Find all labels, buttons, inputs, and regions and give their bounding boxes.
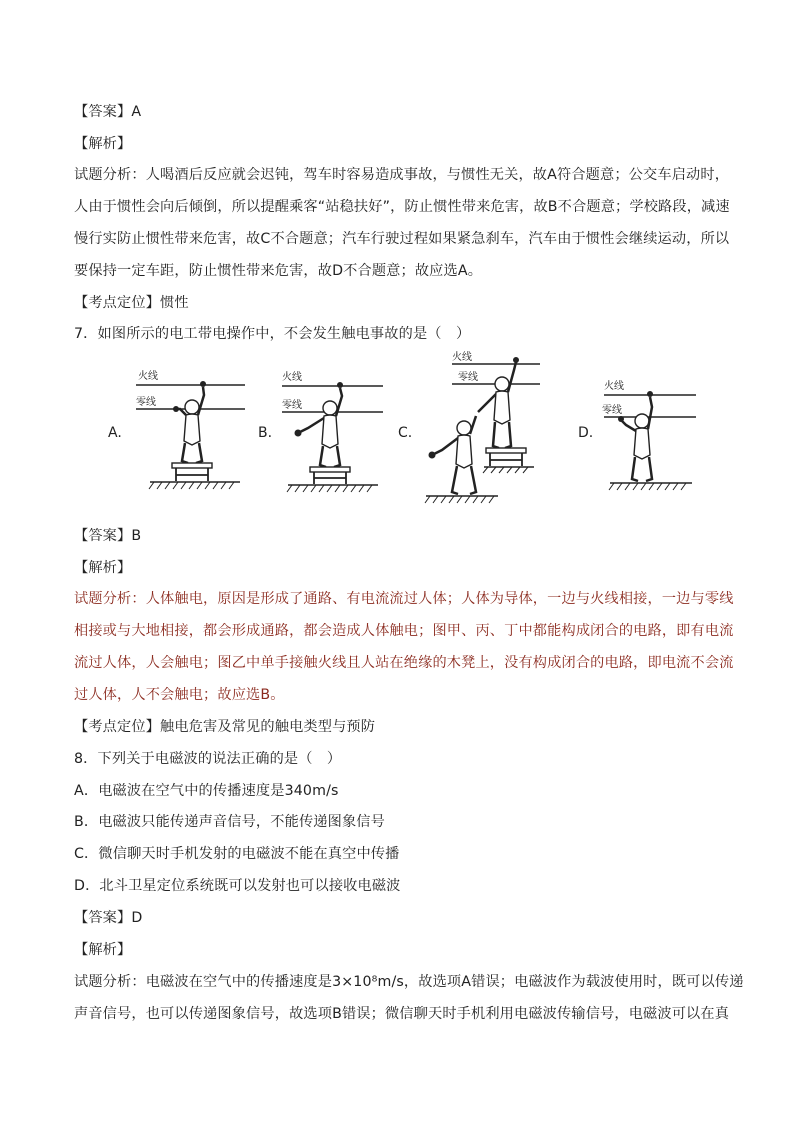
q8-stem: 8．下列关于电磁波的说法正确的是（ ） (74, 751, 342, 767)
q7-analysis-line: 过人体，人不会触电；故应选B。 (74, 687, 285, 703)
q8-answer: 【答案】D (74, 910, 143, 926)
figure-d-drawing (600, 375, 700, 495)
figure-c-live-label: 火线 (452, 352, 472, 363)
q8-option-a: A．电磁波在空气中的传播速度是340m/s (74, 783, 339, 799)
q8-option-d: D．北斗卫星定位系统既可以发射也可以接收电磁波 (74, 878, 401, 894)
figure-a-letter: A. (108, 425, 122, 441)
q6-analysis-line: 人由于惯性会向后倾倒，所以提醒乘客“站稳扶好”，防止惯性带来危害，故B不合题意；学校路段，减速 (74, 199, 730, 215)
q7-figures (100, 350, 700, 515)
q7-stem: 7．如图所示的电工带电操作中，不会发生触电事故的是（ ） (74, 326, 471, 342)
figure-a-drawing (130, 365, 250, 495)
figure-c-drawing (418, 350, 543, 515)
q7-analysis-line: 流过人体，人会触电；图乙中单手接触火线且人站在绝缘的木凳上，没有构成闭合的电路，即电流不会流 (74, 655, 734, 671)
figure-c-letter: C. (398, 425, 413, 441)
q7-answer: 【答案】B (74, 528, 142, 544)
figure-c-neutral-label: 零线 (458, 372, 478, 383)
q7-kaodian: 【考点定位】触电危害及常见的触电类型与预防 (74, 719, 376, 735)
figure-c (418, 350, 543, 515)
figure-d (600, 375, 700, 495)
q6-analysis-line: 试题分析：人喝酒后反应就会迟钝，驾车时容易造成事故，与惯性无关，故A符合题意；公交车启动时， (74, 167, 730, 183)
figure-b-neutral-label: 零线 (282, 400, 302, 411)
figure-d-live-label: 火线 (604, 381, 624, 392)
q6-analysis-line: 慢行实防止惯性带来危害，故C不合题意；汽车行驶过程如果紧急刹车，汽车由于惯性会继续运动，所以 (74, 231, 730, 247)
q8-analysis-heading: 【解析】 (74, 942, 132, 958)
q6-answer: 【答案】A (74, 104, 142, 120)
q8-analysis-line: 试题分析：电磁波在空气中的传播速度是3×10⁸m/s，故选项A错误；电磁波作为载波使用时，既可以传递 (74, 974, 744, 990)
figure-b-live-label: 火线 (282, 372, 302, 383)
figure-a-live-label: 火线 (138, 371, 158, 382)
q6-analysis-heading: 【解析】 (74, 136, 132, 152)
figure-b (278, 362, 388, 497)
q8-option-b: B．电磁波只能传递声音信号，不能传递图象信号 (74, 814, 385, 830)
figure-b-letter: B. (258, 425, 273, 441)
q6-kaodian: 【考点定位】惯性 (74, 295, 189, 311)
figure-d-letter: D. (578, 425, 594, 441)
q7-analysis-line: 相接或与大地相接，都会形成通路，都会造成人体触电；图甲、丙、丁中都能构成闭合的电路，即有电流 (74, 623, 734, 639)
figure-b-drawing (278, 362, 388, 497)
figure-d-neutral-label: 零线 (602, 405, 622, 416)
q8-option-c: C．微信聊天时手机发射的电磁波不能在真空中传播 (74, 846, 400, 862)
figure-a (130, 365, 250, 495)
q8-analysis-line: 声音信号，也可以传递图象信号，故选项B错误；微信聊天时手机利用电磁波传输信号，电磁波可以在真 (74, 1006, 730, 1022)
q7-analysis-line: 试题分析：人体触电，原因是形成了通路、有电流流过人体；人体为导体，一边与火线相接，一边与零线 (74, 591, 734, 607)
q7-analysis-heading: 【解析】 (74, 560, 132, 576)
figure-a-neutral-label: 零线 (136, 397, 156, 408)
q6-analysis-line: 要保持一定车距，防止惯性带来危害，故D不合题意；故应选A。 (74, 263, 483, 279)
